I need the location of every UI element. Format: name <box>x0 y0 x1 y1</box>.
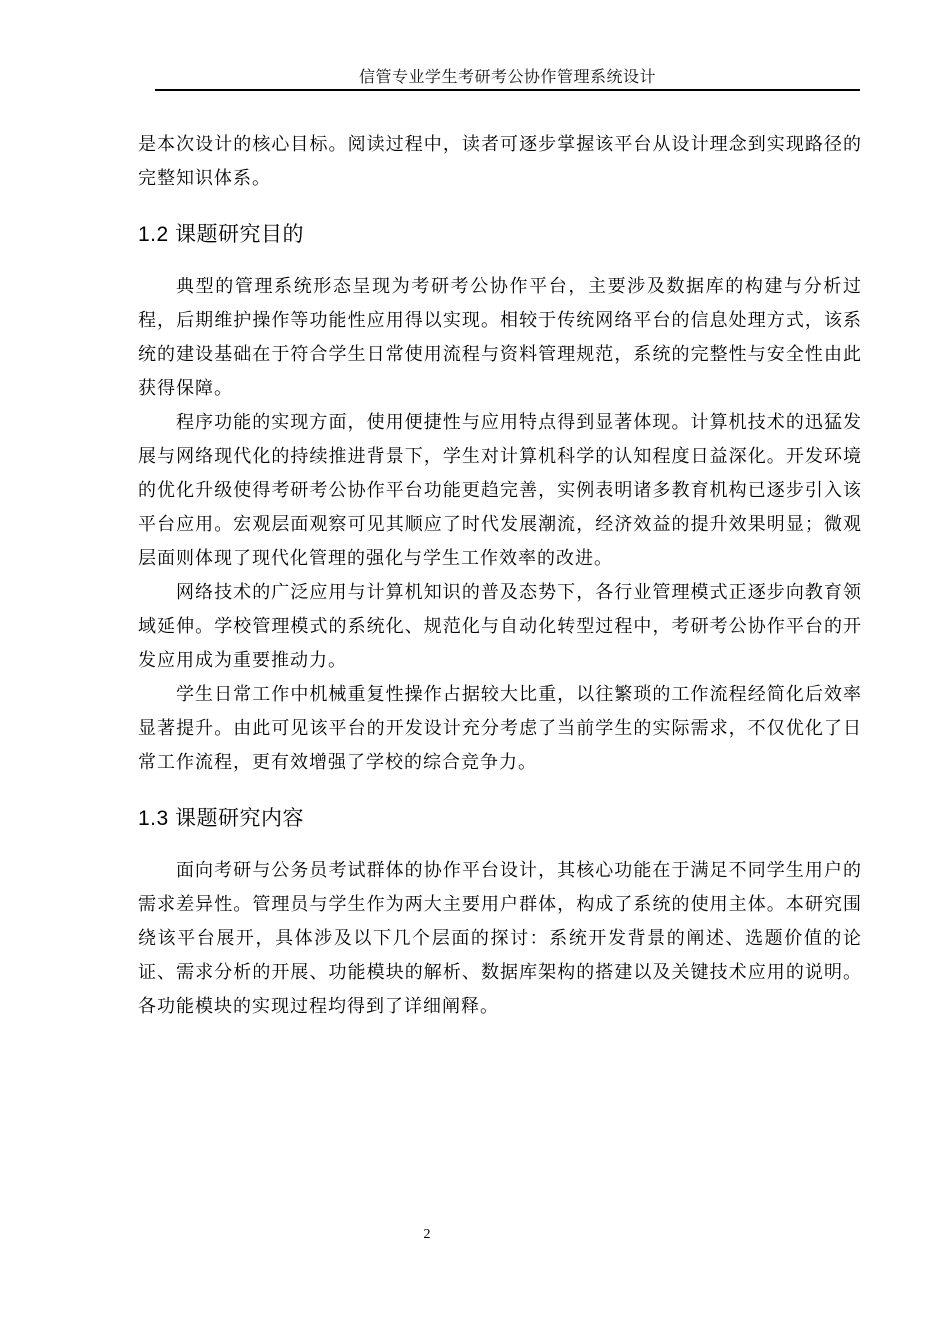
paragraph: 学生日常工作中机械重复性操作占据较大比重，以往繁琐的工作流程经简化后效率显著提升。由此可见该平台的开发设计充分考虑了当前学生的实际需求，不仅优化了日常工作流程，更有效增强了学校的综合竞争力。 <box>138 684 862 773</box>
paragraph: 程序功能的实现方面，使用便捷性与应用特点得到显著体现。计算机技术的迅猛发展与网络现代化的持续推进背景下，学生对计算机科学的认知程度日益深化。开发环境的优化升级使得考研考公协作平台功能更趋完善，实例表明诸多教育机构已逐步引入该平台应用。宏观层面观察可见其顺应了时代发展潮流，经济效益的提升效果明显；微观层面则体现了现代化管理的强化与学生工作效率的改进。 <box>138 412 862 569</box>
page-number-text: 2 <box>423 1227 431 1242</box>
page-content <box>138 128 862 1024</box>
section-heading-1-2: 1.2 课题研究目的 <box>138 223 305 246</box>
header-rule <box>155 89 860 91</box>
section-heading-1-3: 1.3 课题研究内容 <box>138 807 305 830</box>
paragraph: 典型的管理系统形态呈现为考研考公协作平台，主要涉及数据库的构建与分析过程，后期维护操作等功能性应用得以实现。相较于传统网络平台的信息处理方式，该系统的建设基础在于符合学生日常使用流程与资料管理规范，系统的完整性与安全性由此获得保障。 <box>138 276 862 399</box>
paragraph: 网络技术的广泛应用与计算机知识的普及态势下，各行业管理模式正逐步向教育领域延伸。学校管理模式的系统化、规范化与自动化转型过程中，考研考公协作平台的开发应用成为重要推动力。 <box>138 582 862 671</box>
running-header: 信管专业学生考研考公协作管理系统设计 <box>358 67 656 86</box>
paragraph: 面向考研与公务员考试群体的协作平台设计，其核心功能在于满足不同学生用户的需求差异性。管理员与学生作为两大主要用户群体，构成了系统的使用主体。本研究围绕该平台展开，具体涉及以下几个层面的探讨：系统开发背景的阐述、选题价值的论证、需求分析的开展、功能模块的解析、数据库架构的搭建以及关键技术应用的说明。各功能模块的实现过程均得到了详细阐释。 <box>138 860 862 1017</box>
page-number <box>0 1225 950 1245</box>
intro-paragraph: 是本次设计的核心目标。阅读过程中，读者可逐步掌握该平台从设计理念到实现路径的完整知识体系。 <box>138 134 862 189</box>
